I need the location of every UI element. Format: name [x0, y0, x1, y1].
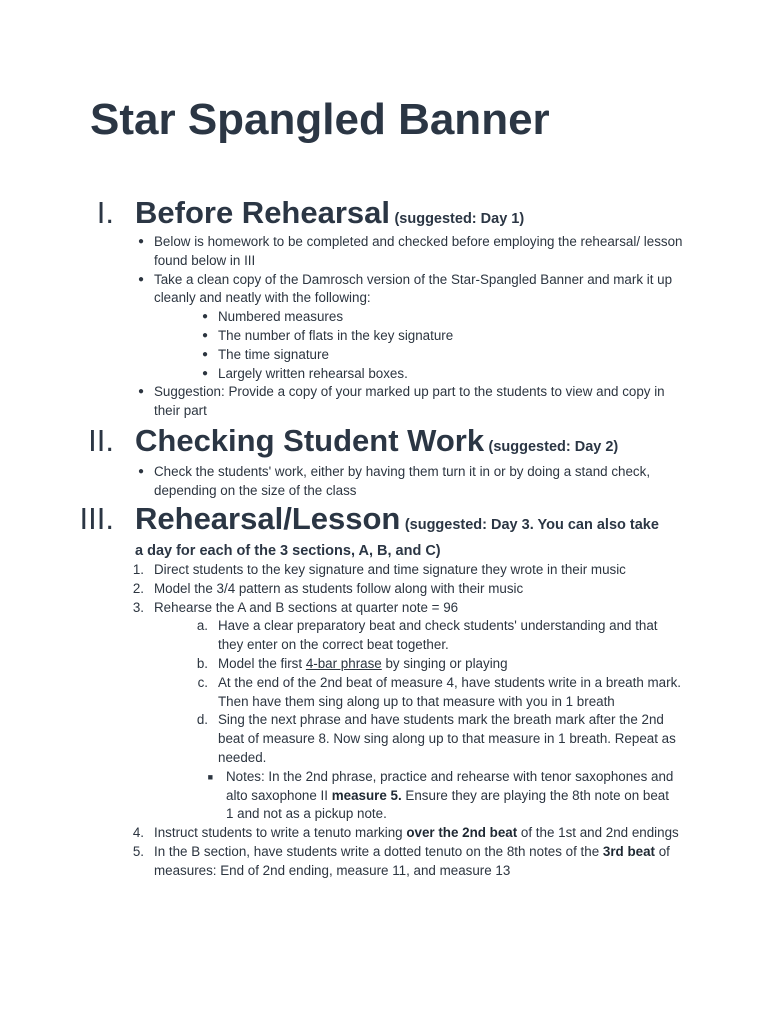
underlined-text: 4-bar phrase — [305, 655, 382, 671]
list-marker: d. — [196, 712, 208, 728]
list-item — [0, 383, 768, 421]
list-marker: 4. — [132, 825, 144, 841]
list-item — [0, 233, 768, 271]
text-segment: of measures: End of 2nd ending, measure 11, and measure 13 — [154, 843, 670, 878]
list-item — [0, 561, 768, 580]
text-segment: Instruct students to write a tenuto marking — [154, 825, 407, 841]
text-segment: by singing or playing — [381, 655, 508, 671]
section-numeral: I. — [96, 195, 114, 230]
list-item — [0, 365, 768, 384]
bold-text: 3rd beat — [602, 843, 655, 859]
list-item — [0, 711, 768, 767]
section-suggested-note: (suggested: Day 1) — [394, 211, 525, 227]
text-segment: In the B section, have students write a dotted tenuto on the 8th notes of the — [154, 843, 603, 859]
bullet-icon: ● — [201, 311, 208, 323]
list-marker: 5. — [132, 843, 144, 859]
list-item-text — [154, 824, 684, 843]
list-marker: a. — [196, 618, 208, 634]
list-item-text: Model the 3/4 pattern as students follow along with their music — [154, 580, 524, 596]
list-item-text — [154, 843, 684, 881]
bullet-icon: ● — [137, 236, 144, 247]
text-segment: Model the first — [218, 655, 306, 671]
list-marker: 1. — [132, 562, 144, 577]
list-item-text: At the end of the 2nd beat of measure 4, have students write in a breath mark. Then have them sing along up to that measure with you in 1 breath — [218, 674, 681, 709]
page-title: Star Spangled Banner — [90, 95, 550, 144]
bullet-icon: ● — [201, 348, 208, 360]
text-segment: of the 1st and 2nd endings — [517, 825, 679, 841]
list-item — [0, 463, 768, 501]
text-segment: Ensure they are playing the 8th note on beat 1 and not as a pickup note. — [226, 787, 669, 822]
list-item — [0, 768, 768, 824]
list-item — [0, 843, 768, 881]
list-item-text — [226, 768, 676, 824]
bullet-icon: ● — [137, 386, 144, 398]
section-suggested-note-continued: a day for each of the 3 sections, A, B, and C) — [135, 543, 441, 559]
list-item-text: Check the students' work, either by having them turn it in or by doing a stand check, depending on the size of the class — [154, 464, 651, 498]
list-item — [0, 674, 768, 712]
list-item-text: Have a clear preparatory beat and check students' understanding and that they enter on the correct beat together. — [218, 618, 658, 653]
bold-text: measure 5. — [331, 787, 402, 803]
section-heading-text: Checking Student Work — [135, 423, 485, 458]
list-marker: c. — [197, 674, 208, 690]
section-suggested-note: (suggested: Day 2) — [488, 439, 619, 455]
list-item-text: Largely written rehearsal boxes. — [218, 365, 408, 381]
section-2-list — [0, 463, 768, 501]
list-item-text — [218, 655, 686, 674]
list-item-text: Take a clean copy of the Damrosch version of the Star-Spangled Banner and mark it up cleanly and neatly with the following: — [154, 271, 673, 306]
list-item — [0, 308, 768, 327]
list-item — [0, 655, 768, 674]
text-segment: Notes: In the 2nd phrase, practice and rehearse with tenor saxophones and alto saxophone II — [226, 768, 674, 803]
list-item-text: Suggestion: Provide a copy of your marked up part to the students to view and copy in their part — [154, 384, 665, 419]
list-item — [0, 271, 768, 309]
list-marker: b. — [196, 655, 208, 671]
list-item — [0, 346, 768, 365]
list-item-text: The number of flats in the key signature — [218, 327, 454, 343]
section-3-list — [0, 561, 768, 881]
bullet-icon: ● — [201, 329, 208, 341]
list-item-text: Direct students to the key signature and time signature they wrote in their music — [154, 562, 626, 577]
list-item — [0, 824, 768, 843]
list-item-text: Rehearse the A and B sections at quarter note = 96 — [154, 599, 459, 615]
list-item — [0, 580, 768, 599]
bullet-icon: ● — [137, 466, 144, 477]
section-numeral: II. — [88, 423, 114, 458]
section-suggested-note: (suggested: Day 3. You can also take — [404, 517, 659, 533]
section-heading — [135, 421, 618, 467]
list-marker: 2. — [132, 580, 144, 596]
square-bullet-icon: ■ — [207, 771, 213, 782]
list-item-text: Sing the next phrase and have students mark the breath mark after the 2nd beat of measure 8. Now sing along up to that measure in 1 breath. Repeat as needed. — [218, 712, 676, 765]
list-item — [0, 617, 768, 655]
bold-text: over the 2nd beat — [406, 825, 518, 841]
list-item — [0, 599, 768, 618]
section-heading-text: Before Rehearsal — [135, 195, 391, 230]
list-item-text: The time signature — [218, 346, 329, 362]
section-numeral: III. — [79, 501, 114, 536]
section-1-list — [0, 233, 768, 421]
list-marker: 3. — [132, 599, 144, 615]
list-item — [0, 327, 768, 346]
bullet-icon: ● — [137, 273, 144, 285]
list-item-text: Numbered measures — [218, 309, 344, 325]
section-heading-text: Rehearsal/Lesson — [135, 501, 401, 536]
section-heading — [135, 499, 659, 545]
list-item-text: Below is homework to be completed and checked before employing the rehearsal/ lesson found below in III — [154, 234, 683, 268]
bullet-icon: ● — [201, 367, 208, 379]
